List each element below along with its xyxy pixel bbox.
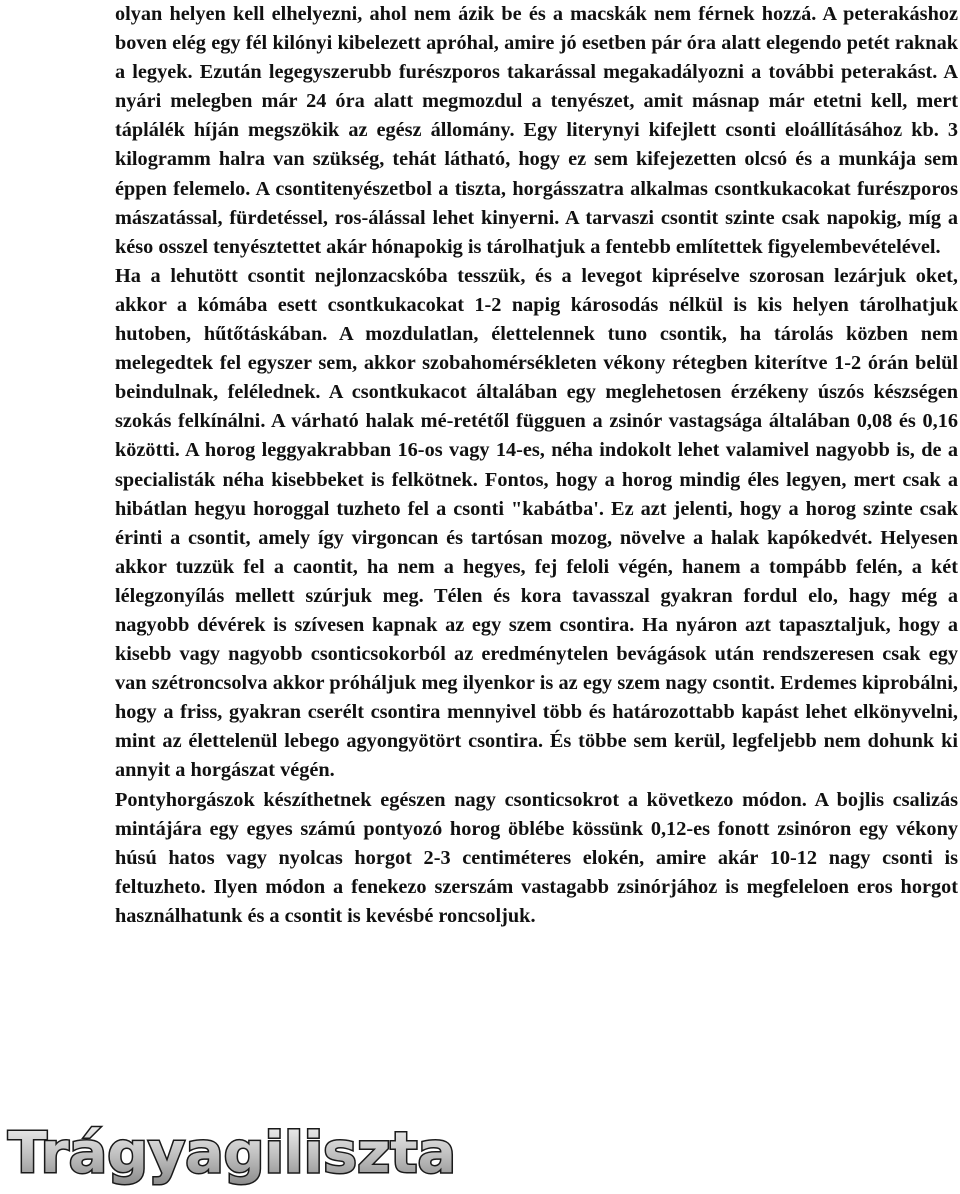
paragraph-3: Pontyhorgászok készíthetnek egészen nagy csonticsokrot a következo módon. A bojlis csalizás mintájára egy egyes számú pontyozó horog öblébe kössünk 0,12-es fonott zsinóron egy vékony húsú hatos vagy nyolcas horgot 2-3 centiméteres elokén, amire akár 10-12 nagy csonti is feltuzheto. Ilyen módon a fenekezo szerszám vastagabb zsinórjához is megfeleloen eros horgot használhatunk és a csontit is kevésbé roncsoljuk.	[115, 788, 958, 927]
paragraph-2: Ha a lehutött csontit nejlonzacskóba tesszük, és a levegot kipréselve szorosan lezárjuk oket, akkor a kómába esett csontkukacokat 1-2 napig károsodás nélkül is kis helyen tárolhatjuk hutoben, hűtőtáskában. A mozdulatlan, élettelennek tuno csontik, ha tárolás közben nem melegedtek fel egyszer sem, akkor szobahomérsékleten vékony rétegben kiterítve 1-2 órán belül beindulnak, felélednek. A csontkukacot általában egy meglehetosen érzékeny úszós készségen szokás felkínálni. A várható halak mé-retétől függuen a zsinór vastagsága általában 0,08 és 0,16 közötti. A horog leggyakrabban 16-os vagy 14-es, néha indokolt lehet valamivel nagyobb is, de a specialisták néha kisebbeket is felkötnek. Fontos, hogy a horog mindig éles legyen, mert csak a hibátlan hegyu horoggal tuzheto fel a csonti "kabátba'. Ez azt jelenti, hogy a horog szinte csak érinti a csontit, amely így virgoncan és tartósan mozog, növelve a halak kapókedvét. Helyesen akkor tuzzük fel a caontit, ha nem a hegyes, fej feloli végén, hanem a tompább felén, a két lélegzonyílás mellett szúrjuk meg. Télen és kora tavasszal gyakran fordul elo, hagy még a nagyobb dévérek is szívesen kapnak az egy szem csontira. Ha nyáron azt tapasztaljuk, hogy a kisebb vagy nagyobb csonticsokorból az eredménytelen bevágások után rendszeresen csak egy van szétroncsolva akkor próháljuk meg ilyenkor is az egy szem nagy csontit. Erdemes kiprobálni, hogy a friss, gyakran cserélt csontira mennyivel több és határozottabb kapást lehet elkönyvelni, mint az élettelenül lebego agyongyötört csontira. És többe sem kerül, legfeljebb nem dohunk ki annyit a horgászat végén.	[115, 264, 958, 782]
site-banner-logo	[4, 1120, 462, 1190]
article-body	[115, 0, 958, 931]
paragraph-1: olyan helyen kell elhelyezni, ahol nem ázik be és a macskák nem férnek hozzá. A peterakáshoz boven elég egy fél kilónyi kibelezett apróhal, amire jó esetben pár óra alatt elegendo petét raknak a legyek. Ezután legegyszerubb furészporos takarással megakadályozni a további peterakást. A nyári melegben már 24 óra alatt megmozdul a tenyészet, amit másnap már etetni kell, mert táplálék híján megszökik az egész állomány. Egy literynyi kifejlett csonti eloállításához kb. 3 kilogramm halra van szükség, tehát látható, hogy ez sem kifejezetten olcsó és a munkája sem éppen felemelo. A csontitenyészetbol a tiszta, horgásszatra alkalmas csontkukacokat furészporos mászatással, fürdetéssel, ros-álással lehet kinyerni. A tarvaszi csontit szinte csak napokig, míg a késo osszel tenyésztettet akár hónapokig is tárolhatjuk a fentebb említettek figyelembevételével.	[115, 3, 958, 258]
banner-text: Trágyagiliszta	[8, 1121, 456, 1186]
